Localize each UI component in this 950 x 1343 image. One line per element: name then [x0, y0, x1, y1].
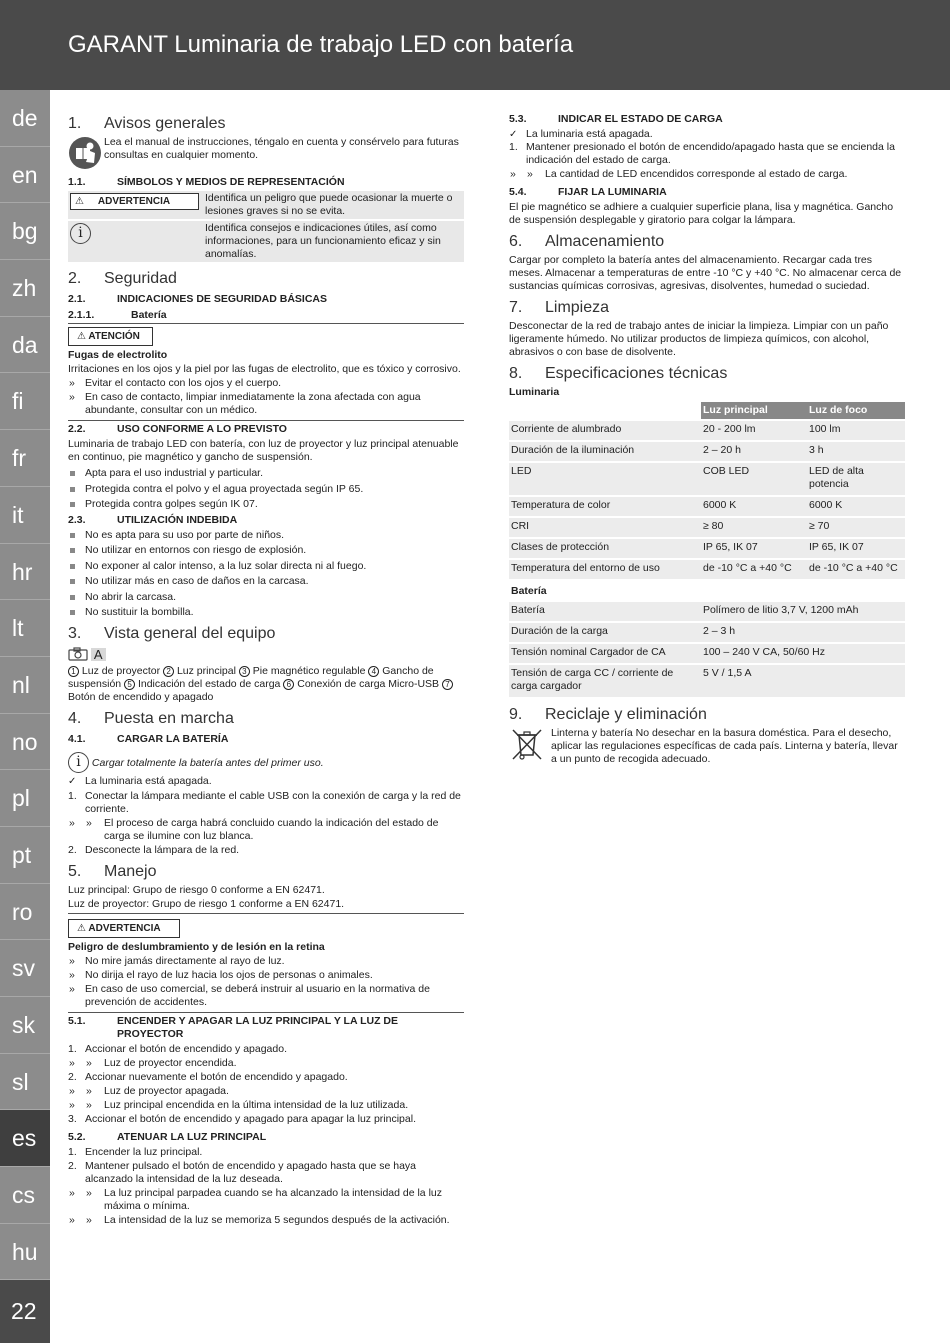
figure-letter: A [91, 648, 106, 661]
table-cell: 100 – 240 V CA, 50/60 Hz [701, 643, 905, 664]
table-group-row [509, 580, 905, 601]
part-number: 7 [442, 679, 453, 690]
section-heading: 9. Reciclaje y eliminación [509, 706, 707, 723]
language-tab-cs[interactable]: cs [0, 1167, 50, 1224]
section-heading: 8. Especificaciones técnicas [509, 365, 728, 382]
list-item: No es apta para su uso por parte de niños. [68, 529, 464, 542]
subsubsection-heading: 2.1.1. Batería [68, 309, 464, 324]
charge-state-steps [509, 141, 905, 181]
warning-triangle-icon: ⚠ [77, 923, 86, 934]
table-cell: Duración de la iluminación [509, 441, 701, 462]
list-item: » En caso de uso comercial, se deberá instruir al usuario en la normativa de prevención de accidentes. [68, 983, 464, 1009]
section-heading: 2. Seguridad [68, 270, 177, 287]
table-cell: ≥ 70 [807, 517, 905, 538]
charge-info: i Cargar totalmente la batería antes del primer uso. [68, 752, 464, 773]
misuse-list [68, 529, 464, 620]
table-cell: IP 65, IK 07 [807, 538, 905, 559]
mount-text: El pie magnético se adhiere a cualquier superficie plana, lisa y magnética. Gancho de suspensión desplegable y giratorio para colgar la lámpara. [509, 201, 894, 226]
table-row [509, 538, 905, 559]
section-heading: 3. Vista general del equipo [68, 625, 276, 642]
table-row [68, 191, 464, 220]
result-item: » » Luz principal encendida en la última intensidad de la luz utilizada. [68, 1099, 464, 1112]
list-item: 1. Accionar el botón de encendido y apagado. » » Luz de proyector encendida. [68, 1043, 464, 1070]
language-tab-de[interactable]: de [0, 90, 50, 147]
precondition: ✓ La luminaria está apagada. [68, 775, 464, 788]
language-sidebar [0, 90, 50, 1343]
disposal-notice [509, 727, 905, 767]
language-tab-fr[interactable]: fr [0, 430, 50, 487]
list-item: 3. Accionar el botón de encendido y apagado para apagar la luz principal. [68, 1113, 416, 1125]
language-tab-sk[interactable]: sk [0, 997, 50, 1054]
disposal-text: Linterna y batería No desechar en la basura doméstica. Para el desecho, aplicar las regulaciones específicas de cada país. Linterna y batería, llevar a un punto de recogida adecuado. [551, 727, 898, 765]
warning-triangle-icon: ⚠ [75, 196, 84, 207]
list-item: » No dirija el rayo de luz hacia los ojos de personas o animales. [68, 969, 464, 982]
step-text: Encender la luz principal. [85, 1146, 203, 1158]
part-number: 2 [163, 666, 174, 677]
table-group-label: Batería [509, 580, 905, 601]
storage-text: Cargar por completo la batería antes del almacenamiento. Recargar cada tres meses. Almacenar a temperaturas de entre -10 °C y +40 °C. No almacenar cerca de sustancias químicas corrosivas, agresivas, disolventes, humedad o suciedad. [509, 254, 902, 292]
table-cell: ≥ 80 [701, 517, 807, 538]
cleaning-text: Desconectar de la red de trabajo antes de iniciar la limpieza. Limpiar con un paño ligeramente húmedo. No utilizar productos de limpieza químicos, con alcohol, abrasivos o con base de disolvente. [509, 320, 889, 358]
info-icon: i [70, 223, 91, 244]
subsection-heading: 5.4. FIJAR LA LUMINARIA [509, 186, 667, 198]
list-item: Protegida contra golpes según IK 07. [68, 498, 464, 511]
section-heading: 1. Avisos generales [68, 115, 226, 132]
result-item: » » La cantidad de LED encendidos corresponde al estado de carga. [509, 168, 905, 181]
language-tab-sl[interactable]: sl [0, 1054, 50, 1111]
intended-use-text: Luminaria de trabajo LED con batería, con luz de proyector y luz principal atenuable en continuo, pie magnético y gancho de suspensión. [68, 438, 459, 463]
attention-text: Irritaciones en los ojos y la piel por las fugas de electrolito, que es tóxico y corrosivo. [68, 363, 461, 375]
table-cell: COB LED [701, 462, 807, 496]
table-cell: 2 – 20 h [701, 441, 807, 462]
step-text: Accionar nuevamente el botón de encendido y apagado. [85, 1071, 348, 1083]
warning-heading: Peligro de deslumbramiento y de lesión en la retina [68, 941, 325, 953]
language-tab-nl[interactable]: nl [0, 657, 50, 714]
warning-label: ⚠ ADVERTENCIA [70, 193, 199, 210]
table-cell: Corriente de alumbrado [509, 420, 701, 441]
table-cell: 3 h [807, 441, 905, 462]
part-label: Pie magnético regulable [249, 665, 369, 677]
table-cell: CRI [509, 517, 701, 538]
language-tab-no[interactable]: no [0, 714, 50, 771]
warning-label: ⚠ ADVERTENCIA [68, 919, 180, 938]
list-item: 1. Encender la luz principal. [68, 1146, 203, 1158]
table-row [509, 462, 905, 496]
dim-steps [68, 1146, 464, 1227]
list-item: 2. Accionar nuevamente el botón de encendido y apagado. » » Luz de proyector apagada. » » Luz principal encendida en la última intensidad de la luz utilizada. [68, 1071, 464, 1112]
table-row [509, 517, 905, 538]
table-cell: Duración de la carga [509, 622, 701, 643]
camera-icon [68, 647, 88, 661]
warning-list [68, 955, 464, 1009]
table-cell: 100 lm [807, 420, 905, 441]
spec-table [509, 402, 905, 699]
section-heading: 7. Limpieza [509, 299, 610, 316]
table-cell: Clases de protección [509, 538, 701, 559]
right-column [509, 113, 905, 767]
crossed-bin-icon [509, 727, 545, 761]
language-tab-hu[interactable]: hu [0, 1224, 50, 1281]
subsection-heading: 2.3. UTILIZACIÓN INDEBIDA [68, 513, 238, 526]
part-label: Gancho de suspensión [68, 665, 434, 690]
language-tab-hr[interactable]: hr [0, 544, 50, 601]
part-number: 6 [283, 679, 294, 690]
subsection-heading: 5.2. ATENUAR LA LUZ PRINCIPAL [68, 1131, 267, 1143]
table-cell: 2 – 3 h [701, 622, 905, 643]
table-cell: de -10 °C a +40 °C [807, 559, 905, 580]
table-row [509, 420, 905, 441]
table-cell: Tensión de carga CC / corriente de carga cargador [509, 664, 701, 698]
table-cell: IP 65, IK 07 [701, 538, 807, 559]
table-cell: Polímero de litio 3,7 V, 1200 mAh [701, 601, 905, 622]
table-cell: 5 V / 1,5 A [701, 664, 905, 698]
table-cell: LED [509, 462, 701, 496]
read-manual-icon [68, 136, 102, 170]
section-heading: 4. Puesta en marcha [68, 710, 234, 727]
page-header [0, 0, 950, 90]
section-heading: 5. Manejo [68, 863, 157, 880]
manual-notice-text: Lea el manual de instrucciones, téngalo en cuenta y consérvelo para futuras consultas en cualquier momento. [104, 136, 459, 161]
page-number: 22 [0, 1280, 50, 1343]
result-item: » » La intensidad de la luz se memoriza 5 segundos después de la activación. [68, 1214, 464, 1227]
precondition: ✓ La luminaria está apagada. [509, 128, 905, 141]
list-item: Apta para el uso industrial y particular. [68, 467, 464, 480]
language-tab-it[interactable]: it [0, 487, 50, 544]
part-label: Luz principal [174, 665, 239, 677]
list-item: 1. Conectar la lámpara mediante el cable USB con la conexión de carga y la red de corriente. » » El proceso de carga habrá concluido cuando la indicación del estado de carga se ilumine con luz blanca. [68, 790, 464, 843]
figure-reference [68, 647, 464, 663]
result-item: » » Luz de proyector apagada. [68, 1085, 464, 1098]
table-cell: 6000 K [807, 496, 905, 517]
part-number: 3 [239, 666, 250, 677]
list-item: No sustituir la bombilla. [68, 606, 464, 619]
table-cell: Batería [509, 601, 701, 622]
table-row [509, 496, 905, 517]
result-item: » » La luz principal parpadea cuando se ha alcanzado la intensidad de la luz máxima o mínima. [68, 1187, 464, 1213]
table-group-label: Luminaria [509, 386, 560, 398]
parts-list [68, 665, 464, 704]
list-item: No exponer al calor intenso, a la luz solar directa ni al fuego. [68, 560, 464, 573]
language-tab-pt[interactable]: pt [0, 827, 50, 884]
table-cell: Tensión nominal Cargador de CA [509, 643, 701, 664]
subsection-heading: 1.1. SÍMBOLOS Y MEDIOS DE REPRESENTACIÓN [68, 176, 345, 188]
list-item: No abrir la carcasa. [68, 591, 464, 604]
language-tab-zh[interactable]: zh [0, 260, 50, 317]
intended-use-list [68, 467, 464, 511]
info-icon: i [68, 752, 89, 773]
page-title: GARANT Luminaria de trabajo LED con batería [68, 31, 574, 58]
table-row [509, 643, 905, 664]
table-cell: Temperatura del entorno de uso [509, 559, 701, 580]
manual-notice [68, 136, 464, 170]
warning-triangle-icon: ⚠ [77, 331, 86, 342]
table-header-row [509, 402, 905, 420]
language-tab-bg[interactable]: bg [0, 203, 50, 260]
list-item: » En caso de contacto, limpiar inmediatamente la zona afectada con agua abundante, consultar con un médico. [68, 391, 464, 417]
table-row [509, 664, 905, 698]
part-label: Conexión de carga Micro-USB [294, 678, 442, 690]
table-cell: Temperatura de color [509, 496, 701, 517]
attention-heading: Fugas de electrolito [68, 349, 168, 361]
table-cell: de -10 °C a +40 °C [701, 559, 807, 580]
language-tab-ro[interactable]: ro [0, 884, 50, 941]
table-cell: 20 - 200 lm [701, 420, 807, 441]
attention-list [68, 377, 464, 417]
section-heading: 6. Almacenamiento [509, 233, 665, 250]
subsection-heading: 4.1. CARGAR LA BATERÍA [68, 733, 229, 745]
left-column [68, 114, 464, 1228]
attention-label: ⚠ ATENCIÓN [68, 327, 153, 346]
list-item: No utilizar en entornos con riesgo de explosión. [68, 544, 464, 557]
table-row [68, 220, 464, 263]
list-item: » Evitar el contacto con los ojos y el cuerpo. [68, 377, 464, 390]
list-item: 1. Mantener presionado el botón de encendido/apagado hasta que se encienda la indicación del estado de carga. » » La cantidad de LED encendidos corresponde al estado de carga. [509, 141, 905, 181]
subsection-heading: 5.1. ENCENDER Y APAGAR LA LUZ PRINCIPAL Y LA LUZ DE PROYECTOR [68, 1015, 398, 1040]
part-number: 4 [368, 666, 379, 677]
column-header: Luz principal [701, 402, 807, 420]
table-row [509, 441, 905, 462]
language-tab-lt[interactable]: lt [0, 600, 50, 657]
subsection-heading: 2.1. INDICACIONES DE SEGURIDAD BÁSICAS [68, 293, 328, 305]
part-label: Botón de encendido y apagado [68, 691, 214, 703]
power-steps [68, 1043, 464, 1126]
part-label: Indicación del estado de carga [135, 678, 284, 690]
part-label: Luz de proyector [79, 665, 164, 677]
language-tab-sv[interactable]: sv [0, 940, 50, 997]
list-item: Protegida contra el polvo y el agua proyectada según IP 65. [68, 483, 464, 496]
subsection-heading: 5.3. INDICAR EL ESTADO DE CARGA [509, 113, 723, 125]
table-row [509, 622, 905, 643]
list-item: » No mire jamás directamente al rayo de luz. [68, 955, 464, 968]
table-row [509, 559, 905, 580]
part-number: 5 [124, 679, 135, 690]
symbols-table [68, 191, 464, 264]
language-tab-en[interactable]: en [0, 147, 50, 204]
warning-description: Identifica un peligro que puede ocasionar la muerte o lesiones graves si no se evita. [201, 191, 464, 220]
risk-group-line: Luz de proyector: Grupo de riesgo 1 conforme a EN 62471. [68, 898, 464, 914]
language-tab-es[interactable]: es [0, 1110, 50, 1167]
info-description: Identifica consejos e indicaciones útiles, así como informaciones, para un funcionamiento eficaz y sin anomalías. [201, 220, 464, 263]
table-cell: 6000 K [701, 496, 807, 517]
list-item: 2. Desconecte la lámpara de la red. [68, 844, 240, 856]
step-text: Accionar el botón de encendido y apagado. [85, 1043, 287, 1055]
column-header: Luz de foco [807, 402, 905, 420]
risk-group-line: Luz principal: Grupo de riesgo 0 conforme a EN 62471. [68, 884, 325, 896]
result-item: » » El proceso de carga habrá concluido cuando la indicación del estado de carga se ilumine con luz blanca. [68, 817, 464, 843]
charge-steps [68, 790, 464, 857]
table-cell: LED de alta potencia [807, 462, 905, 496]
language-tab-pl[interactable]: pl [0, 770, 50, 827]
language-tab-da[interactable]: da [0, 317, 50, 374]
language-tab-fi[interactable]: fi [0, 373, 50, 430]
step-text: Accionar el botón de encendido y apagado para apagar la luz principal. [85, 1113, 416, 1125]
list-item: 2. Mantener pulsado el botón de encendido y apagado hasta que se haya alcanzado la intensidad de la luz deseada. » » La luz principal parpadea cuando se ha alcanzado la intensidad de la luz máxima o mínima. » » La intensidad de la luz se memoriza 5 segundos después de la activación. [68, 1160, 464, 1227]
table-row [509, 601, 905, 622]
step-text: Mantener pulsado el botón de encendido y apagado hasta que se haya alcanzado la intensidad de la luz deseada. [85, 1160, 417, 1185]
result-item: » » Luz de proyector encendida. [68, 1057, 464, 1070]
subsection-heading: 2.2. USO CONFORME A LO PREVISTO [68, 423, 287, 435]
list-item: No utilizar más en caso de daños en la carcasa. [68, 575, 464, 588]
part-number: 1 [68, 666, 79, 677]
